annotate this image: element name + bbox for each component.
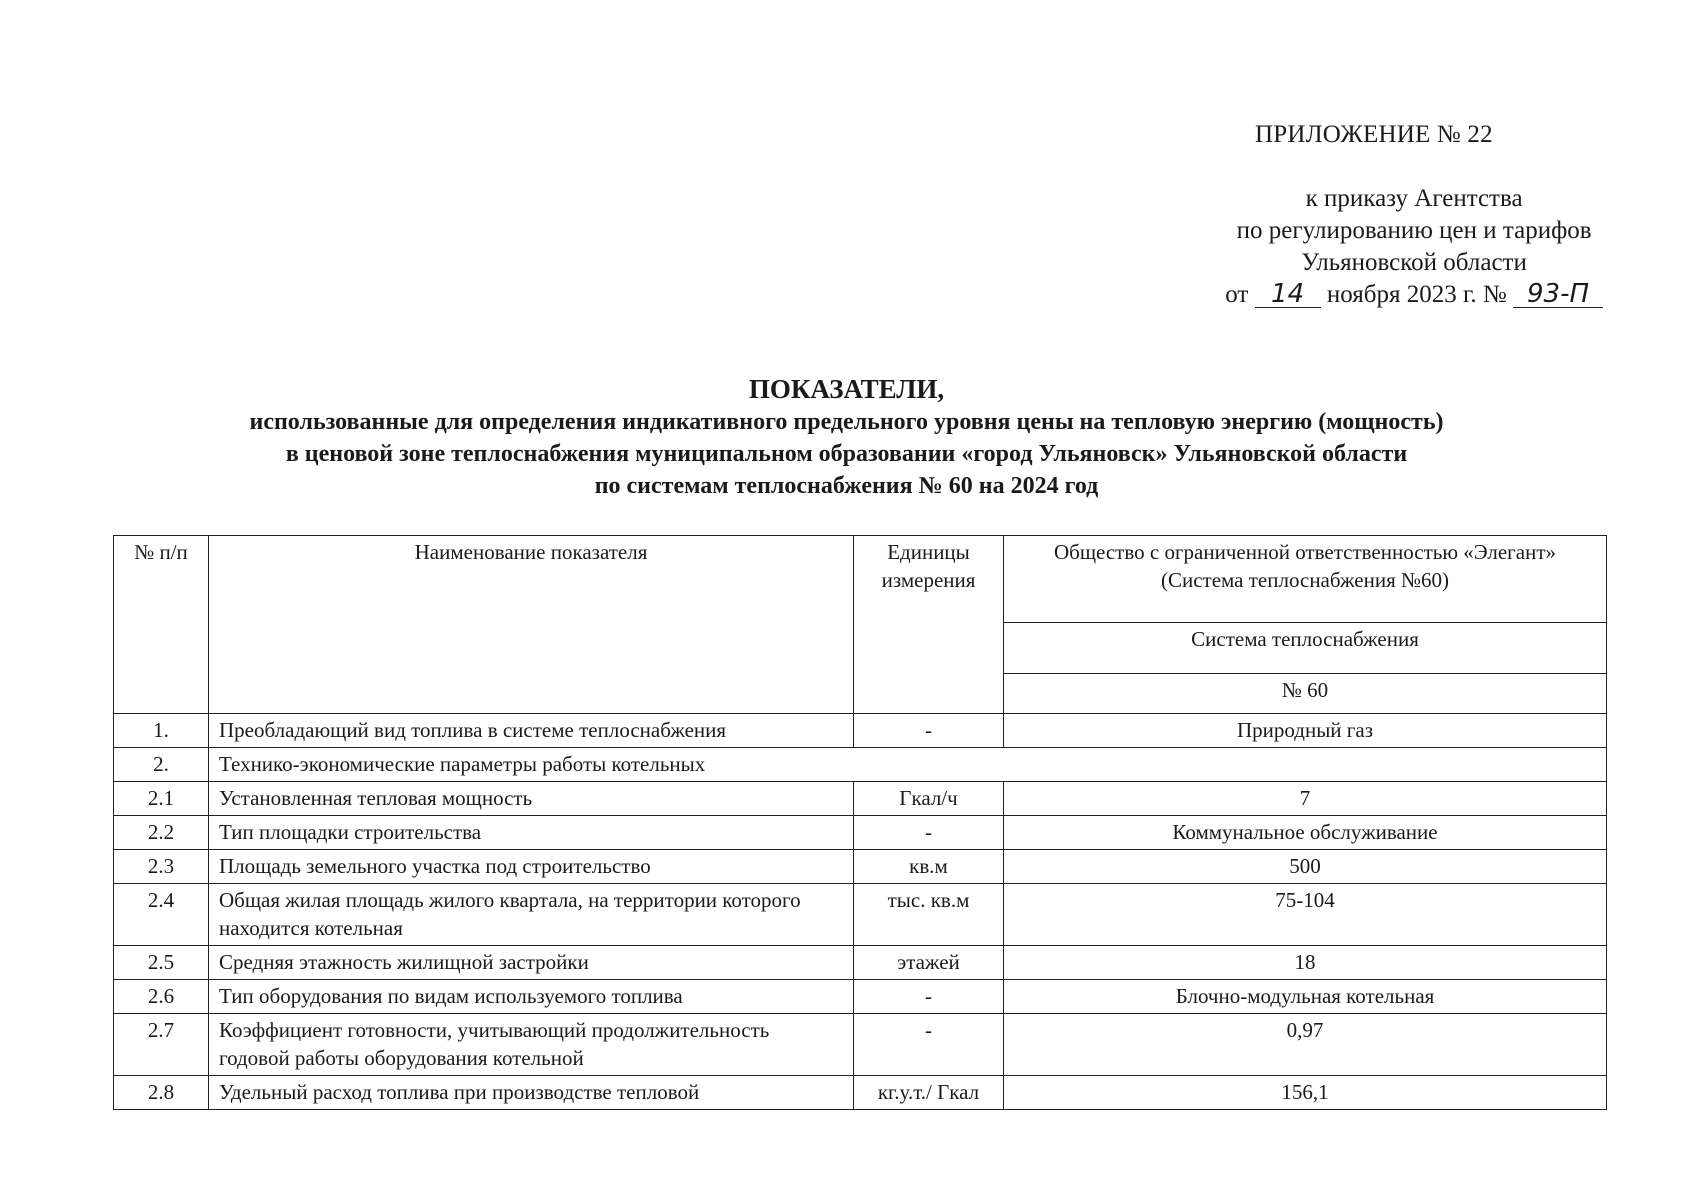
row-name: Средняя этажность жилищной застройки bbox=[209, 946, 854, 980]
table-row bbox=[114, 714, 1607, 748]
title-line-2: в ценовой зоне теплоснабжения муниципальном образовании «город Ульяновск» Ульяновской области bbox=[285, 441, 1408, 467]
row-value: Коммунальное обслуживание bbox=[1004, 816, 1607, 850]
table-row bbox=[114, 884, 1607, 946]
title-line-1: использованные для определения индикативного предельного уровня цены на тепловую энергию (мощность) bbox=[249, 409, 1444, 435]
appendix-label: ПРИЛОЖЕНИЕ № 22 bbox=[1255, 121, 1493, 148]
row-name: Коэффициент готовности, учитывающий продолжительность годовой работы оборудования котельной bbox=[209, 1014, 854, 1076]
row-value: 0,97 bbox=[1004, 1014, 1607, 1076]
table-row bbox=[114, 946, 1607, 980]
order-date-line bbox=[1225, 279, 1603, 311]
table-row bbox=[114, 850, 1607, 884]
table-header-row bbox=[114, 536, 1607, 623]
row-num: 2. bbox=[114, 748, 209, 782]
row-unit: этажей bbox=[854, 946, 1004, 980]
header-org: Общество с ограниченной ответственностью «Элегант» (Система теплоснабжения №60) bbox=[1004, 536, 1607, 623]
title-line-3: по системам теплоснабжения № 60 на 2024 год bbox=[594, 473, 1099, 499]
indicators-table bbox=[113, 535, 1607, 1110]
table-row bbox=[114, 1014, 1607, 1076]
table-row bbox=[114, 1076, 1607, 1110]
handwritten-day: 14 bbox=[1255, 281, 1321, 308]
row-unit: кг.у.т./ Гкал bbox=[854, 1076, 1004, 1110]
row-unit: тыс. кв.м bbox=[854, 884, 1004, 946]
row-unit: кв.м bbox=[854, 850, 1004, 884]
date-prefix: от bbox=[1225, 281, 1249, 308]
handwritten-order-number: 93-П bbox=[1513, 281, 1603, 308]
header-system: Система теплоснабжения bbox=[1004, 622, 1607, 673]
table-row bbox=[114, 748, 1607, 782]
row-name: Тип оборудования по видам используемого топлива bbox=[209, 980, 854, 1014]
date-middle: ноября 2023 г. № bbox=[1326, 281, 1507, 308]
header-num: № п/п bbox=[114, 536, 209, 714]
row-value: Природный газ bbox=[1004, 714, 1607, 748]
row-num: 2.6 bbox=[114, 980, 209, 1014]
row-value: 75-104 bbox=[1004, 884, 1607, 946]
order-line-3: Ульяновской области bbox=[1301, 249, 1527, 276]
row-num: 2.5 bbox=[114, 946, 209, 980]
row-value: 156,1 bbox=[1004, 1076, 1607, 1110]
row-num: 2.7 bbox=[114, 1014, 209, 1076]
title-main: ПОКАЗАТЕЛИ, bbox=[748, 374, 945, 404]
row-num: 2.8 bbox=[114, 1076, 209, 1110]
row-num: 2.4 bbox=[114, 884, 209, 946]
row-unit: - bbox=[854, 714, 1004, 748]
row-unit: - bbox=[854, 816, 1004, 850]
table-row bbox=[114, 980, 1607, 1014]
row-num: 1. bbox=[114, 714, 209, 748]
order-line-2: по регулированию цен и тарифов bbox=[1236, 217, 1592, 244]
row-name: Площадь земельного участка под строительство bbox=[209, 850, 854, 884]
row-name: Тип площадки строительства bbox=[209, 816, 854, 850]
row-unit: Гкал/ч bbox=[854, 782, 1004, 816]
row-value: 18 bbox=[1004, 946, 1607, 980]
document-title bbox=[0, 372, 1693, 502]
row-unit: - bbox=[854, 1014, 1004, 1076]
row-num: 2.1 bbox=[114, 782, 209, 816]
row-name: Технико-экономические параметры работы котельных bbox=[209, 748, 1607, 782]
header-system-num: № 60 bbox=[1004, 673, 1607, 713]
header-name: Наименование показателя bbox=[209, 536, 854, 714]
row-num: 2.2 bbox=[114, 816, 209, 850]
row-value: 7 bbox=[1004, 782, 1607, 816]
row-name: Преобладающий вид топлива в системе теплоснабжения bbox=[209, 714, 854, 748]
table-row bbox=[114, 782, 1607, 816]
row-unit: - bbox=[854, 980, 1004, 1014]
row-value: Блочно-модульная котельная bbox=[1004, 980, 1607, 1014]
row-value: 500 bbox=[1004, 850, 1607, 884]
order-line-1: к приказу Агентства bbox=[1305, 185, 1523, 212]
row-name: Общая жилая площадь жилого квартала, на территории которого находится котельная bbox=[209, 884, 854, 946]
table-row bbox=[114, 816, 1607, 850]
row-name: Удельный расход топлива при производстве тепловой bbox=[209, 1076, 854, 1110]
row-num: 2.3 bbox=[114, 850, 209, 884]
row-name: Установленная тепловая мощность bbox=[209, 782, 854, 816]
order-reference bbox=[1225, 183, 1603, 311]
header-unit: Единицы измерения bbox=[854, 536, 1004, 714]
